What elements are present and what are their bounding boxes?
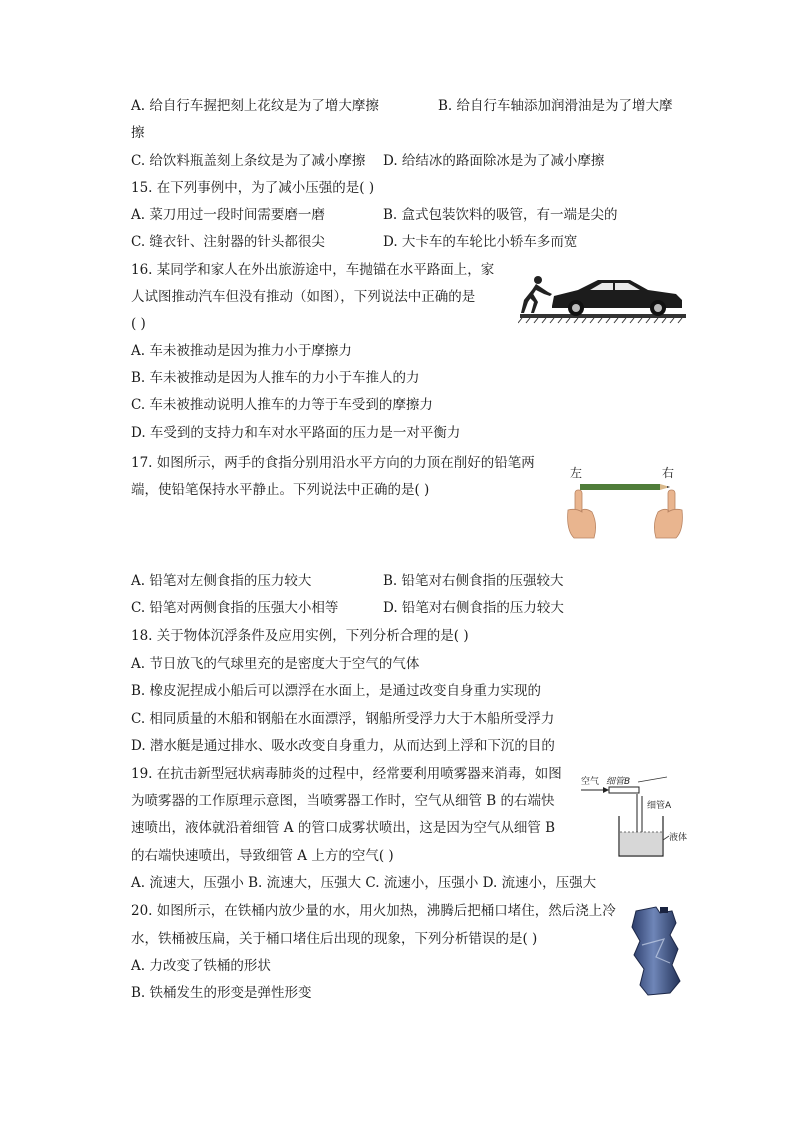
right-hand [654,490,682,538]
q17-option-b: B. 铅笔对右侧食指的压强较大 [383,573,564,589]
q16-stem-line3: ( ) [131,316,146,332]
car-push-figure [518,268,688,324]
q16-option-a: A. 车未被推动是因为推力小于摩擦力 [131,343,352,359]
label-tube-b: 细管B [606,777,631,787]
q17-stem-line1: 17. 如图所示，两手的食指分别用沿水平方向的力顶在削好的铅笔两 [131,455,535,471]
pencil-fingers-figure [564,462,688,540]
sports-car [552,280,682,316]
q18-option-d: D. 潜水艇是通过排水、吸水改变自身重力，从而达到上浮和下沉的目的 [131,738,555,754]
q19-stem-line4: 的右端快速喷出，导致细管 A 上方的空气( ) [131,848,394,864]
pencil-body [580,484,660,490]
q16-stem-line1: 16. 某同学和家人在外出旅游途中，车抛锚在水平路面上，家 [131,262,495,278]
q17-option-a: A. 铅笔对左侧食指的压力较大 [131,573,312,589]
q17-stem-line2: 端，使铅笔保持水平静止。下列说法中正确的是( ) [131,482,430,498]
can-body [632,907,680,995]
q17-option-c: C. 铅笔对两侧食指的压强大小相等 [131,600,339,616]
can-cap [660,907,668,913]
q19-stem-line2: 为喷雾器的工作原理示意图，当喷雾器工作时，空气从细管 B 的右端快 [131,793,555,809]
label-tube-a: 细管A [647,801,672,811]
liquid [620,832,662,855]
q18-option-a: A. 节日放飞的气球里充的是密度大于空气的气体 [131,656,420,672]
ground-hatch [518,318,682,323]
q18-option-b: B. 橡皮泥捏成小船后可以漂浮在水面上，是通过改变自身重力实现的 [131,683,542,699]
tube-b [609,787,639,793]
person-pushing [521,276,552,313]
q18-option-c: C. 相同质量的木船和钢船在水面漂浮，钢船所受浮力大于木船所受浮力 [131,711,555,727]
q18-stem: 18. 关于物体沉浮条件及应用实例，下列分析合理的是( ) [131,628,469,644]
q14-option-a-wrap: 擦 [131,125,145,141]
q14-option-c: C. 给饮料瓶盖刻上条纹是为了减小摩擦 [131,153,366,169]
q16-stem-line2: 人试图推动汽车但没有推动（如图），下列说法中正确的是 [131,289,476,305]
q19-stem-line1: 19. 在抗击新型冠状病毒肺炎的过程中，经常要利用喷雾器来消毒，如图 [131,766,562,782]
crushed-can-figure [626,905,684,997]
q15-option-d: D. 大卡车的车轮比小轿车多而宽 [383,234,578,250]
q20-stem-line2: 水，铁桶被压扁，关于桶口堵住后出现的现象，下列分析错误的是( ) [131,931,538,947]
q19-options: A. 流速大，压强小 B. 流速大，压强大 C. 流速小，压强小 D. 流速小，压强大 [131,875,597,891]
q15-option-a: A. 菜刀用过一段时间需要磨一磨 [131,207,325,223]
q16-option-c: C. 车未被推动说明人推车的力等于车受到的摩擦力 [131,397,433,413]
sprayer-diagram [579,772,691,860]
q20-option-b: B. 铁桶发生的形变是弹性形变 [131,985,312,1001]
q17-option-d: D. 铅笔对右侧食指的压力较大 [383,600,564,616]
q14-option-d: D. 给结冰的路面除冰是为了减小摩擦 [383,153,605,169]
left-hand [568,490,596,538]
label-left: 左 [570,466,583,480]
q20-option-a: A. 力改变了铁桶的形状 [131,958,271,974]
q14-option-a: A. 给自行车握把刻上花纹是为了增大摩擦 [131,98,379,114]
q16-option-d: D. 车受到的支持力和车对水平路面的压力是一对平衡力 [131,425,461,441]
q14-option-b: B. 给自行车轴添加润滑油是为了增大摩 [438,98,673,114]
q15-option-b: B. 盒式包装饮料的吸管，有一端是尖的 [383,207,618,223]
label-air: 空气 [581,777,600,787]
label-right: 右 [662,466,675,480]
q20-stem-line1: 20. 如图所示，在铁桶内放少量的水，用火加热，沸腾后把桶口堵住，然后浇上冷 [131,903,616,919]
q16-option-b: B. 车未被推动是因为人推车的力小于车推人的力 [131,370,420,386]
q15-stem: 15. 在下列事例中，为了减小压强的是( ) [131,180,375,196]
q19-stem-line3: 速喷出，液体就沿着细管 A 的管口成雾状喷出，这是因为空气从细管 B [131,820,556,836]
label-liquid: 液体 [669,833,688,843]
q15-option-c: C. 缝衣针、注射器的针头都很尖 [131,234,325,250]
